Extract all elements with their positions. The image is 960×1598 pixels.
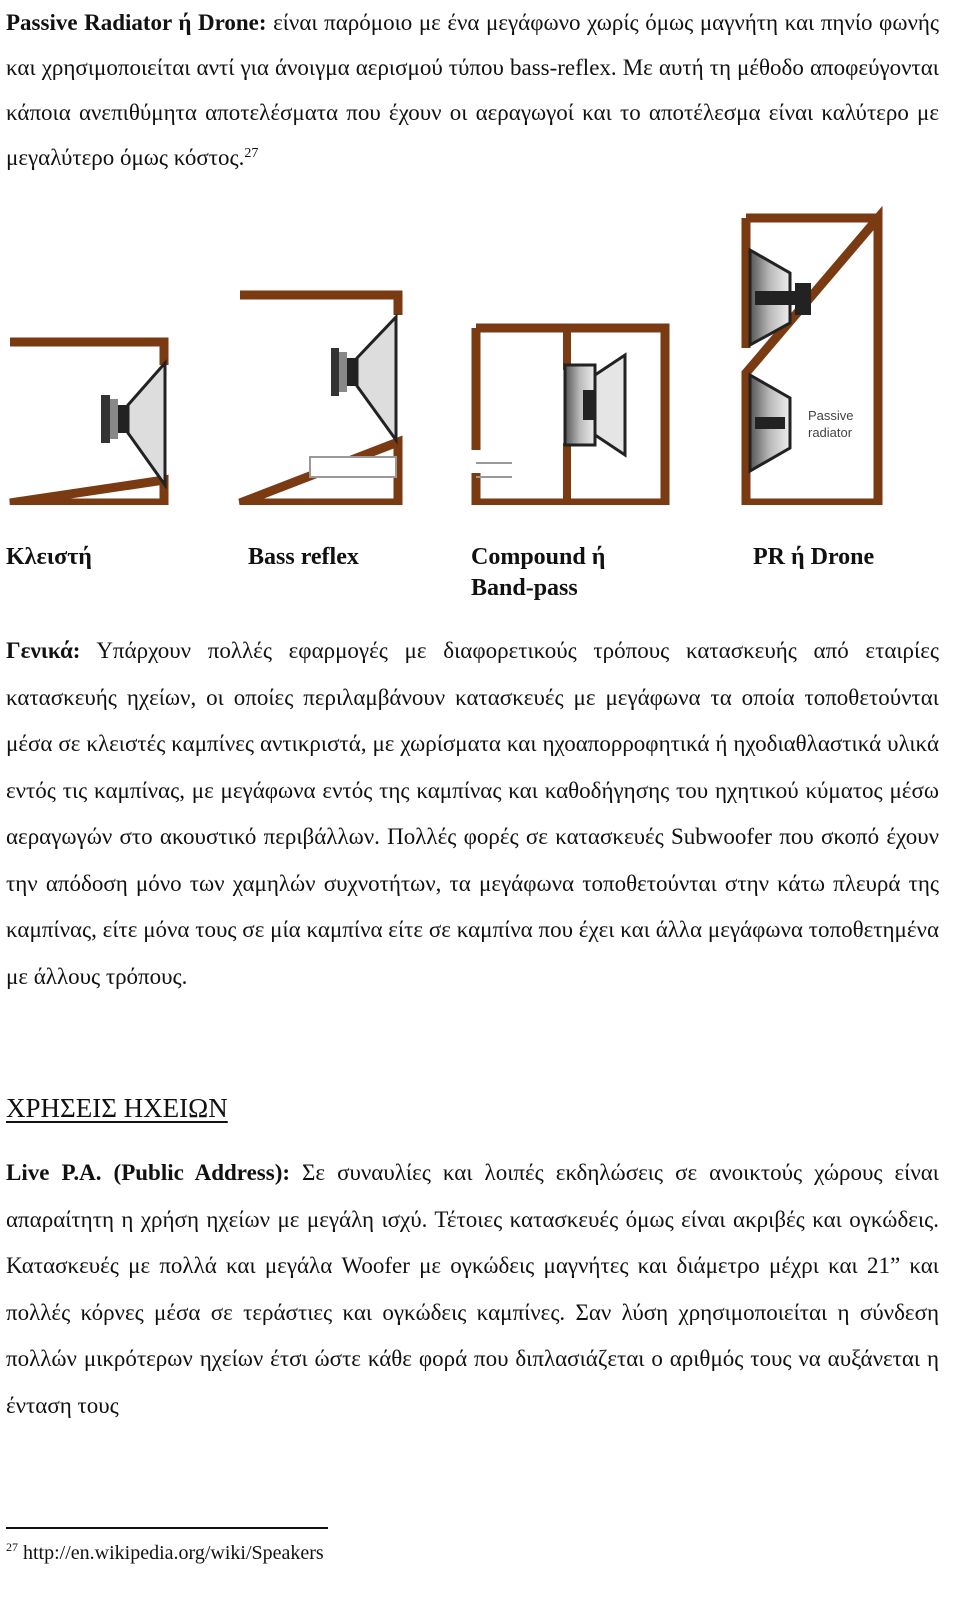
general-paragraph [6, 628, 939, 1000]
bass-reflex-port [310, 457, 396, 477]
bass-reflex-speaker [331, 317, 396, 440]
live-pa-term: Live P.A. (Public Address): [6, 1160, 291, 1185]
footnote-number: 27 [6, 1540, 18, 1554]
passive-radiator-term: Passive Radiator ή Drone: [6, 10, 267, 35]
footnote-reference[interactable]: 27 [244, 146, 259, 161]
section-heading: ΧΡΗΣΕΙΣ ΗΧΕΙΩΝ [6, 1093, 228, 1123]
caption-bass-reflex: Bass reflex [248, 544, 359, 570]
footnote-link[interactable]: http://en.wikipedia.org/wiki/Speakers [18, 1542, 324, 1564]
band-pass-speaker [565, 355, 625, 455]
passive-radiator-cone [750, 375, 790, 471]
passive-radiator-text: είναι παρόμοιο με ένα μεγάφωνο χωρίς όμως μαγνήτη και πηνίο φωνής και χρησιμοποιείται αντί για άνοιγμα αερισμού τύπου bass-reflex. Με αυτή τη μέθοδο αποφεύγονται κάποια ανεπιθύμητα αποτελέσματα που έχουν οι αεραγωγοί και το αποτέλεσμα είναι καλύτερο με μεγαλύτερο όμως κόστος. [6, 10, 939, 170]
live-pa-paragraph [6, 1150, 939, 1429]
closed-box-enclosure [10, 342, 165, 503]
caption-pr-drone: PR ή Drone [753, 544, 875, 570]
passive-radiator-paragraph [6, 0, 939, 180]
passive-radiator-enclosure [746, 218, 878, 503]
band-pass-enclosure [476, 328, 665, 503]
radiator-label: radiator [808, 425, 853, 440]
bass-reflex-enclosure [240, 295, 398, 503]
caption-compound: Compound ή [471, 544, 606, 570]
live-pa-text: Σε συναυλίες και λοιπές εκδηλώσεις σε ανοικτούς χώρους είναι απαραίτητη η χρήση ηχείων με μεγάλη ισχύ. Τέτοιες κατασκευές όμως είναι ακριβές και ογκώδεις. Κατασκευές με πολλά και μεγάλα Woofer με ογκώδεις μαγνήτες και διάμετρο μέχρι και 21” και πολλές κόρνες μέσα σε τεράστιες και ογκώδεις καμπίνες. Σαν λύση χρησιμοποιείται η σύνδεση πολλών μικρότερων ηχείων έτσι ώστε κάθε φορά που διπλασιάζεται ο αριθμός τους να αυξάνεται η ένταση τους [6, 1160, 939, 1418]
general-text: Υπάρχουν πολλές εφαρμογές με διαφορετικούς τρόπους κατασκευής από εταιρίες κατασκευής ηχείων, οι οποίες περιλαμβάνουν κατασκευές με μεγάφωνα τα οποία τοποθετούνται μέσα σε κλειστές καμπίνες αντικριστά, με χωρίσματα και ηχοαπορροφητικά ή ηχοδιαθλαστικά υλικά εντός τις καμπίνας, με μεγάφωνα εντός της καμπίνας και καθοδήγησης του ηχητικού κύματος μέσω αεραγωγών στο ακουστικό περιβάλλων. Πολλές φορές σε κατασκευές Subwoofer που σκοπό έχουν την απόδοση μόνο των χαμηλών συχνοτήτων, τα μεγάφωνα τοποθετούνται στην κάτω πλευρά της καμπίνας, είτε μόνα τους σε μία καμπίνα είτε σε καμπίνα που έχει και άλλα μεγάφωνα τοποθετημένα με άλλους τρόπους. [6, 638, 939, 989]
passive-radiator-label: Passive [808, 408, 854, 423]
closed-box-speaker [101, 363, 165, 485]
general-term: Γενικά: [6, 638, 81, 663]
caption-band-pass: Band-pass [471, 575, 578, 601]
caption-closed: Κλειστή [6, 544, 92, 570]
footnote-separator [6, 1527, 328, 1529]
footnote [6, 1540, 324, 1566]
enclosure-types-diagram [0, 205, 960, 505]
